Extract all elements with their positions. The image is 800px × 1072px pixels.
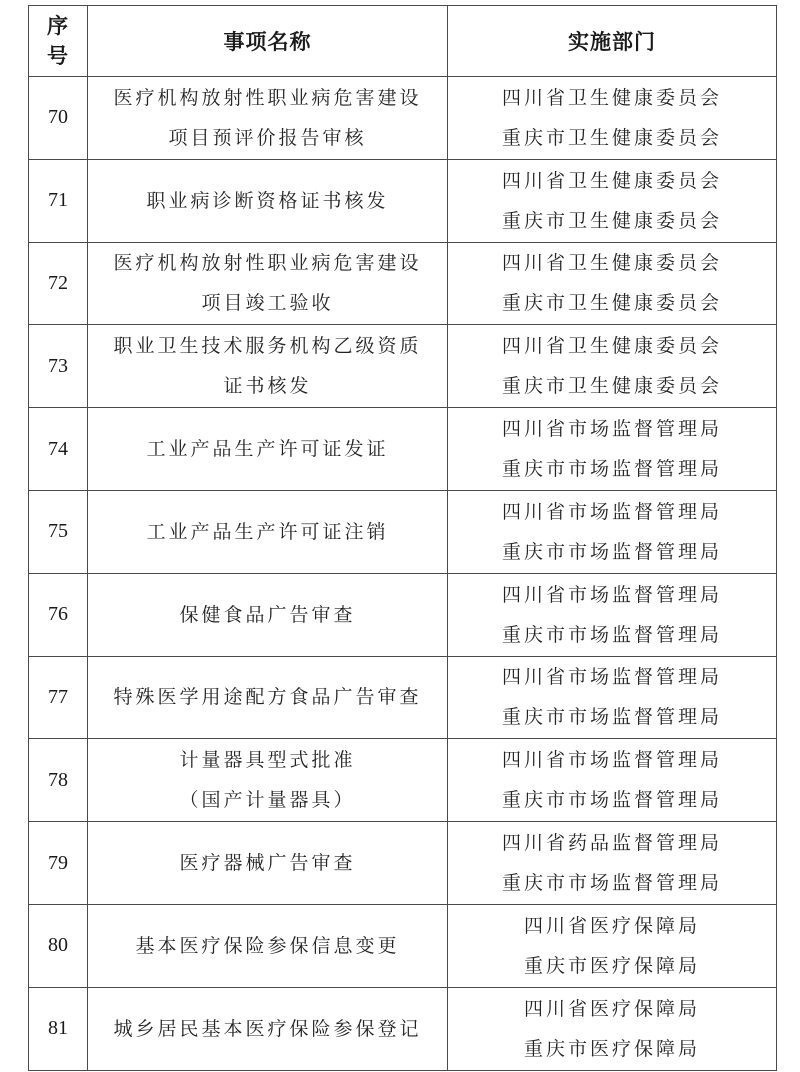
item-name-line: 项目预评价报告审核 — [168, 126, 367, 149]
department-cell — [448, 77, 777, 160]
serial-number-cell: 78 — [29, 739, 88, 822]
department-line: 四川省市场监督管理局 — [501, 749, 722, 772]
serial-number-cell: 71 — [29, 159, 88, 242]
item-name-cell — [88, 573, 448, 656]
item-name-cell — [88, 408, 448, 491]
item-name-line: 工业产品生产许可证发证 — [146, 438, 389, 461]
department-line: 重庆市卫生健康委员会 — [501, 209, 722, 232]
department-line: 重庆市卫生健康委员会 — [501, 292, 722, 315]
table-row — [29, 656, 777, 739]
department-line: 四川省市场监督管理局 — [501, 418, 722, 441]
table-row — [29, 242, 777, 325]
department-line: 四川省市场监督管理局 — [501, 666, 722, 689]
department-cell — [448, 159, 777, 242]
department-cell — [448, 325, 777, 408]
serial-number-cell: 77 — [29, 656, 88, 739]
item-name-cell — [88, 739, 448, 822]
department-cell — [448, 490, 777, 573]
header-serial-number — [29, 6, 88, 77]
table-row — [29, 987, 777, 1070]
department-line: 四川省医疗保障局 — [523, 997, 700, 1020]
department-cell — [448, 408, 777, 491]
department-line: 重庆市市场监督管理局 — [501, 706, 722, 729]
item-name-cell — [88, 987, 448, 1070]
item-name-line: 医疗器械广告审查 — [179, 852, 356, 875]
table-row — [29, 490, 777, 573]
header-item-name: 事项名称 — [88, 6, 448, 77]
item-name-cell — [88, 904, 448, 987]
item-name-cell — [88, 242, 448, 325]
item-name-cell — [88, 159, 448, 242]
table-header-row — [29, 6, 777, 77]
department-line: 重庆市市场监督管理局 — [501, 872, 722, 895]
department-cell — [448, 904, 777, 987]
item-name-cell — [88, 77, 448, 160]
department-line: 重庆市市场监督管理局 — [501, 623, 722, 646]
department-line: 重庆市市场监督管理局 — [501, 789, 722, 812]
department-line: 重庆市市场监督管理局 — [501, 458, 722, 481]
department-line: 重庆市卫生健康委员会 — [501, 375, 722, 398]
department-line: 四川省卫生健康委员会 — [501, 252, 722, 275]
serial-number-cell: 76 — [29, 573, 88, 656]
item-name-line: 医疗机构放射性职业病危害建设 — [113, 86, 422, 109]
item-name-line: 工业产品生产许可证注销 — [146, 520, 389, 543]
item-name-line: 项目竣工验收 — [201, 292, 334, 315]
item-name-cell — [88, 822, 448, 905]
serial-number-cell: 73 — [29, 325, 88, 408]
item-name-cell — [88, 490, 448, 573]
item-name-line: 特殊医学用途配方食品广告审查 — [113, 686, 422, 709]
department-line: 重庆市市场监督管理局 — [501, 540, 722, 563]
serial-number-cell: 75 — [29, 490, 88, 573]
header-serial-line2: 号 — [47, 44, 69, 68]
item-name-line: 证书核发 — [223, 375, 312, 398]
item-name-line: 职业卫生技术服务机构乙级资质 — [113, 335, 422, 358]
department-cell — [448, 822, 777, 905]
table-row — [29, 159, 777, 242]
department-line: 四川省市场监督管理局 — [501, 500, 722, 523]
department-cell — [448, 573, 777, 656]
department-line: 四川省药品监督管理局 — [501, 832, 722, 855]
department-cell — [448, 987, 777, 1070]
department-line: 四川省市场监督管理局 — [501, 583, 722, 606]
item-name-line: 医疗机构放射性职业病危害建设 — [113, 252, 422, 275]
department-line: 重庆市卫生健康委员会 — [501, 126, 722, 149]
table-row — [29, 739, 777, 822]
table-row — [29, 904, 777, 987]
serial-number-cell: 80 — [29, 904, 88, 987]
table-row — [29, 408, 777, 491]
serial-number-cell: 72 — [29, 242, 88, 325]
item-name-line: 城乡居民基本医疗保险参保登记 — [113, 1017, 422, 1040]
table-row — [29, 822, 777, 905]
serial-number-cell: 70 — [29, 77, 88, 160]
item-name-line: 基本医疗保险参保信息变更 — [135, 934, 400, 957]
department-line: 重庆市医疗保障局 — [523, 954, 700, 977]
department-cell — [448, 656, 777, 739]
department-line: 四川省医疗保障局 — [523, 914, 700, 937]
item-name-cell — [88, 656, 448, 739]
header-serial-line1: 序 — [47, 14, 69, 38]
item-name-line: 计量器具型式批准 — [179, 749, 356, 772]
department-cell — [448, 739, 777, 822]
department-line: 四川省卫生健康委员会 — [501, 86, 722, 109]
item-name-line: 职业病诊断资格证书核发 — [146, 189, 389, 212]
item-name-line: （国产计量器具） — [179, 789, 356, 812]
serial-number-cell: 81 — [29, 987, 88, 1070]
table-row — [29, 573, 777, 656]
department-cell — [448, 242, 777, 325]
items-table — [28, 5, 777, 1071]
department-line: 四川省卫生健康委员会 — [501, 169, 722, 192]
serial-number-cell: 74 — [29, 408, 88, 491]
header-department: 实施部门 — [448, 6, 777, 77]
table-row — [29, 77, 777, 160]
department-line: 重庆市医疗保障局 — [523, 1037, 700, 1060]
serial-number-cell: 79 — [29, 822, 88, 905]
table-row — [29, 325, 777, 408]
department-line: 四川省卫生健康委员会 — [501, 335, 722, 358]
item-name-cell — [88, 325, 448, 408]
table-body — [29, 77, 777, 1071]
item-name-line: 保健食品广告审查 — [179, 603, 356, 626]
